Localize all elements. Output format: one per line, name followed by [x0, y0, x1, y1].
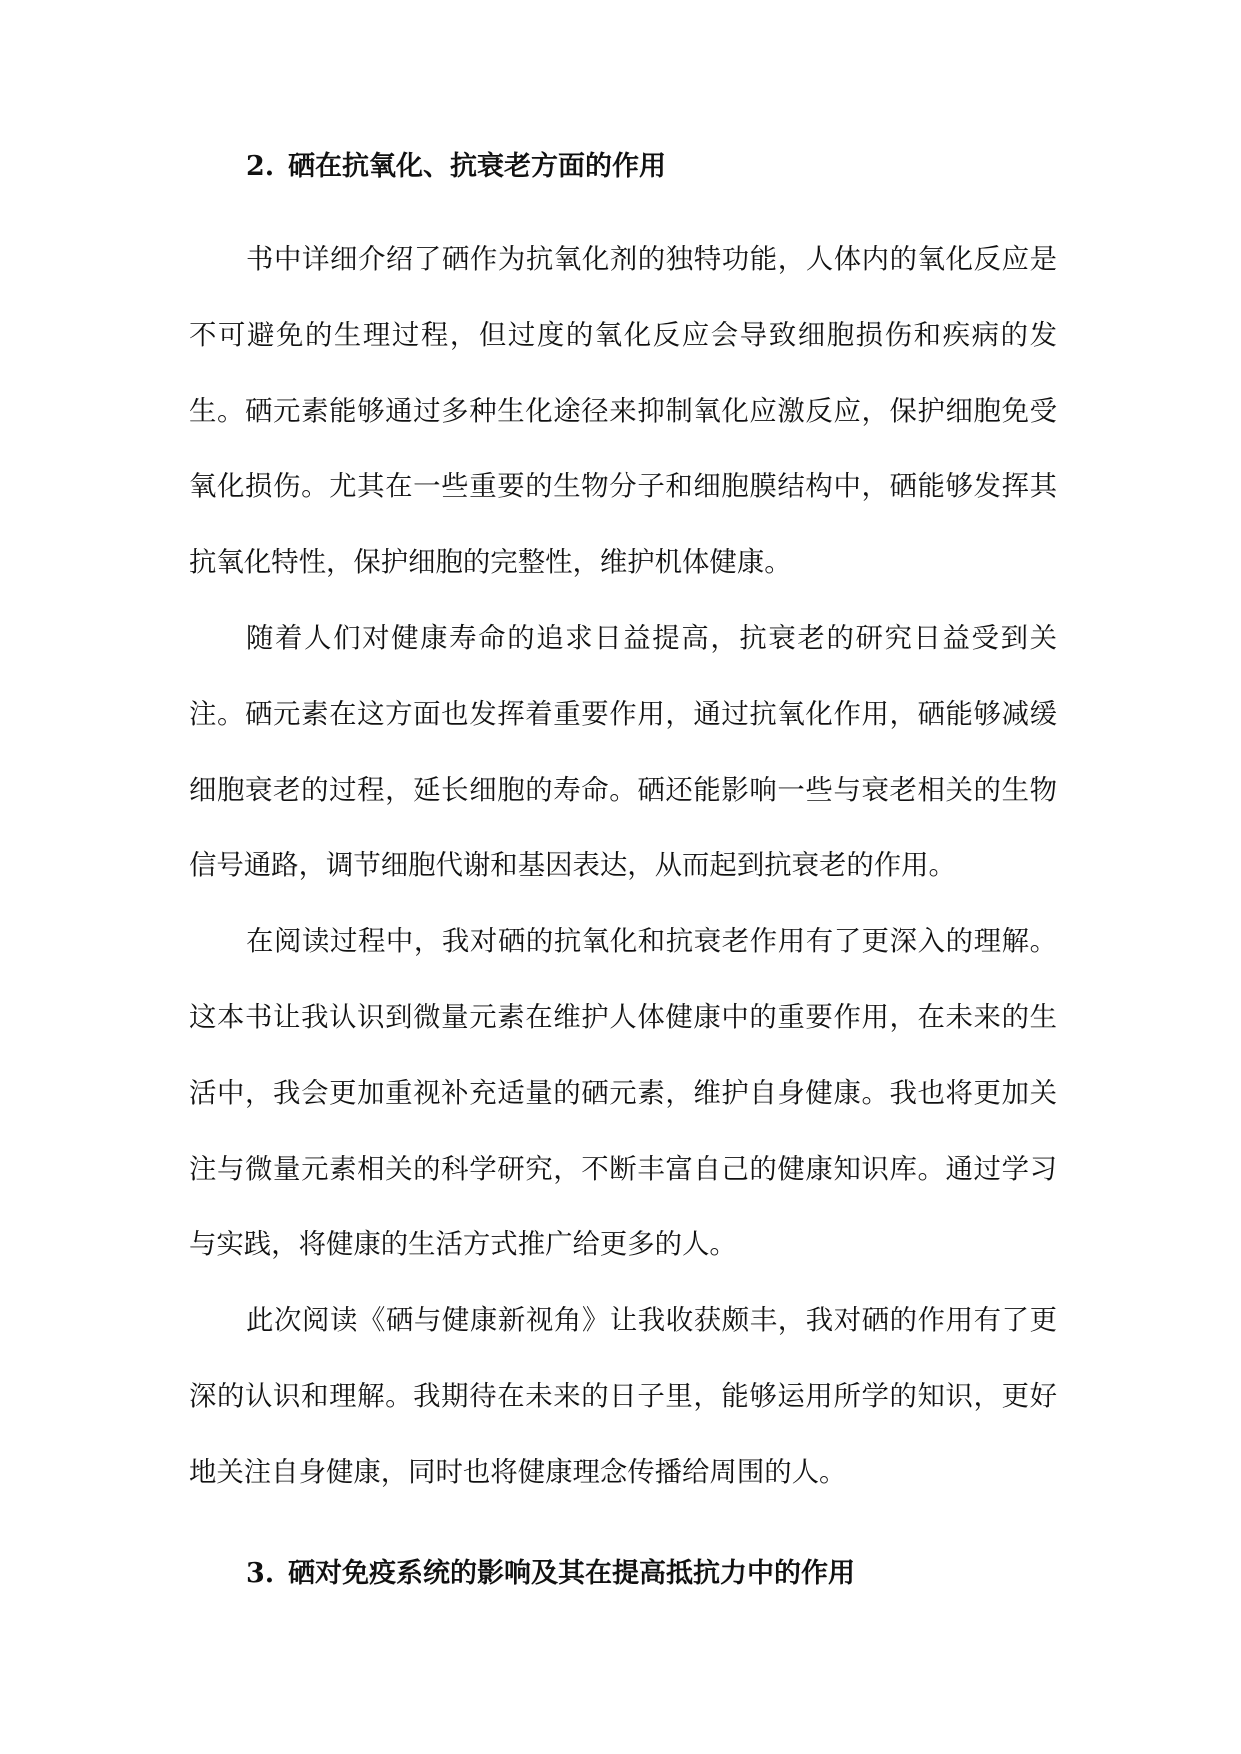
section-2-heading [189, 145, 1057, 189]
section-3-title: 硒对免疫系统的影响及其在提高抵抗力中的作用 [288, 1557, 855, 1589]
section-2-title: 硒在抗氧化、抗衰老方面的作用 [288, 151, 666, 182]
paragraph-2: 随着人们对健康寿命的追求日益提高，抗衰老的研究日益受到关注。硒元素在这方面也发挥着重要作用，通过抗氧化作用，硒能够减缓细胞衰老的过程，延长细胞的寿命。硒还能影响一些与衰老相关的生物信号通路，调节细胞代谢和基因表达，从而起到抗衰老的作用。 [189, 622, 1057, 882]
section-3-number: 3. [246, 1557, 275, 1589]
section-2-number: 2. [246, 151, 275, 182]
paragraph-1: 书中详细介绍了硒作为抗氧化剂的独特功能，人体内的氧化反应是不可避免的生理过程，但过度的氧化反应会导致细胞损伤和疾病的发生。硒元素能够通过多种生化途径来抑制氧化应激反应，保护细胞免受氧化损伤。尤其在一些重要的生物分子和细胞膜结构中，硒能够发挥其抗氧化特性，保护细胞的完整性，维护机体健康。 [189, 244, 1057, 579]
paragraph-4: 此次阅读《硒与健康新视角》让我收获颇丰，我对硒的作用有了更深的认识和理解。我期待在未来的日子里，能够运用所学的知识，更好地关注自身健康，同时也将健康理念传播给周围的人。 [189, 1305, 1057, 1488]
section-3-heading [189, 1552, 1057, 1596]
page-content [189, 145, 1057, 1629]
paragraph-3: 在阅读过程中，我对硒的抗氧化和抗衰老作用有了更深入的理解。这本书让我认识到微量元素在维护人体健康中的重要作用，在未来的生活中，我会更加重视补充适量的硒元素，维护自身健康。我也将更加关注与微量元素相关的科学研究，不断丰富自己的健康知识库。通过学习与实践，将健康的生活方式推广给更多的人。 [189, 926, 1057, 1261]
